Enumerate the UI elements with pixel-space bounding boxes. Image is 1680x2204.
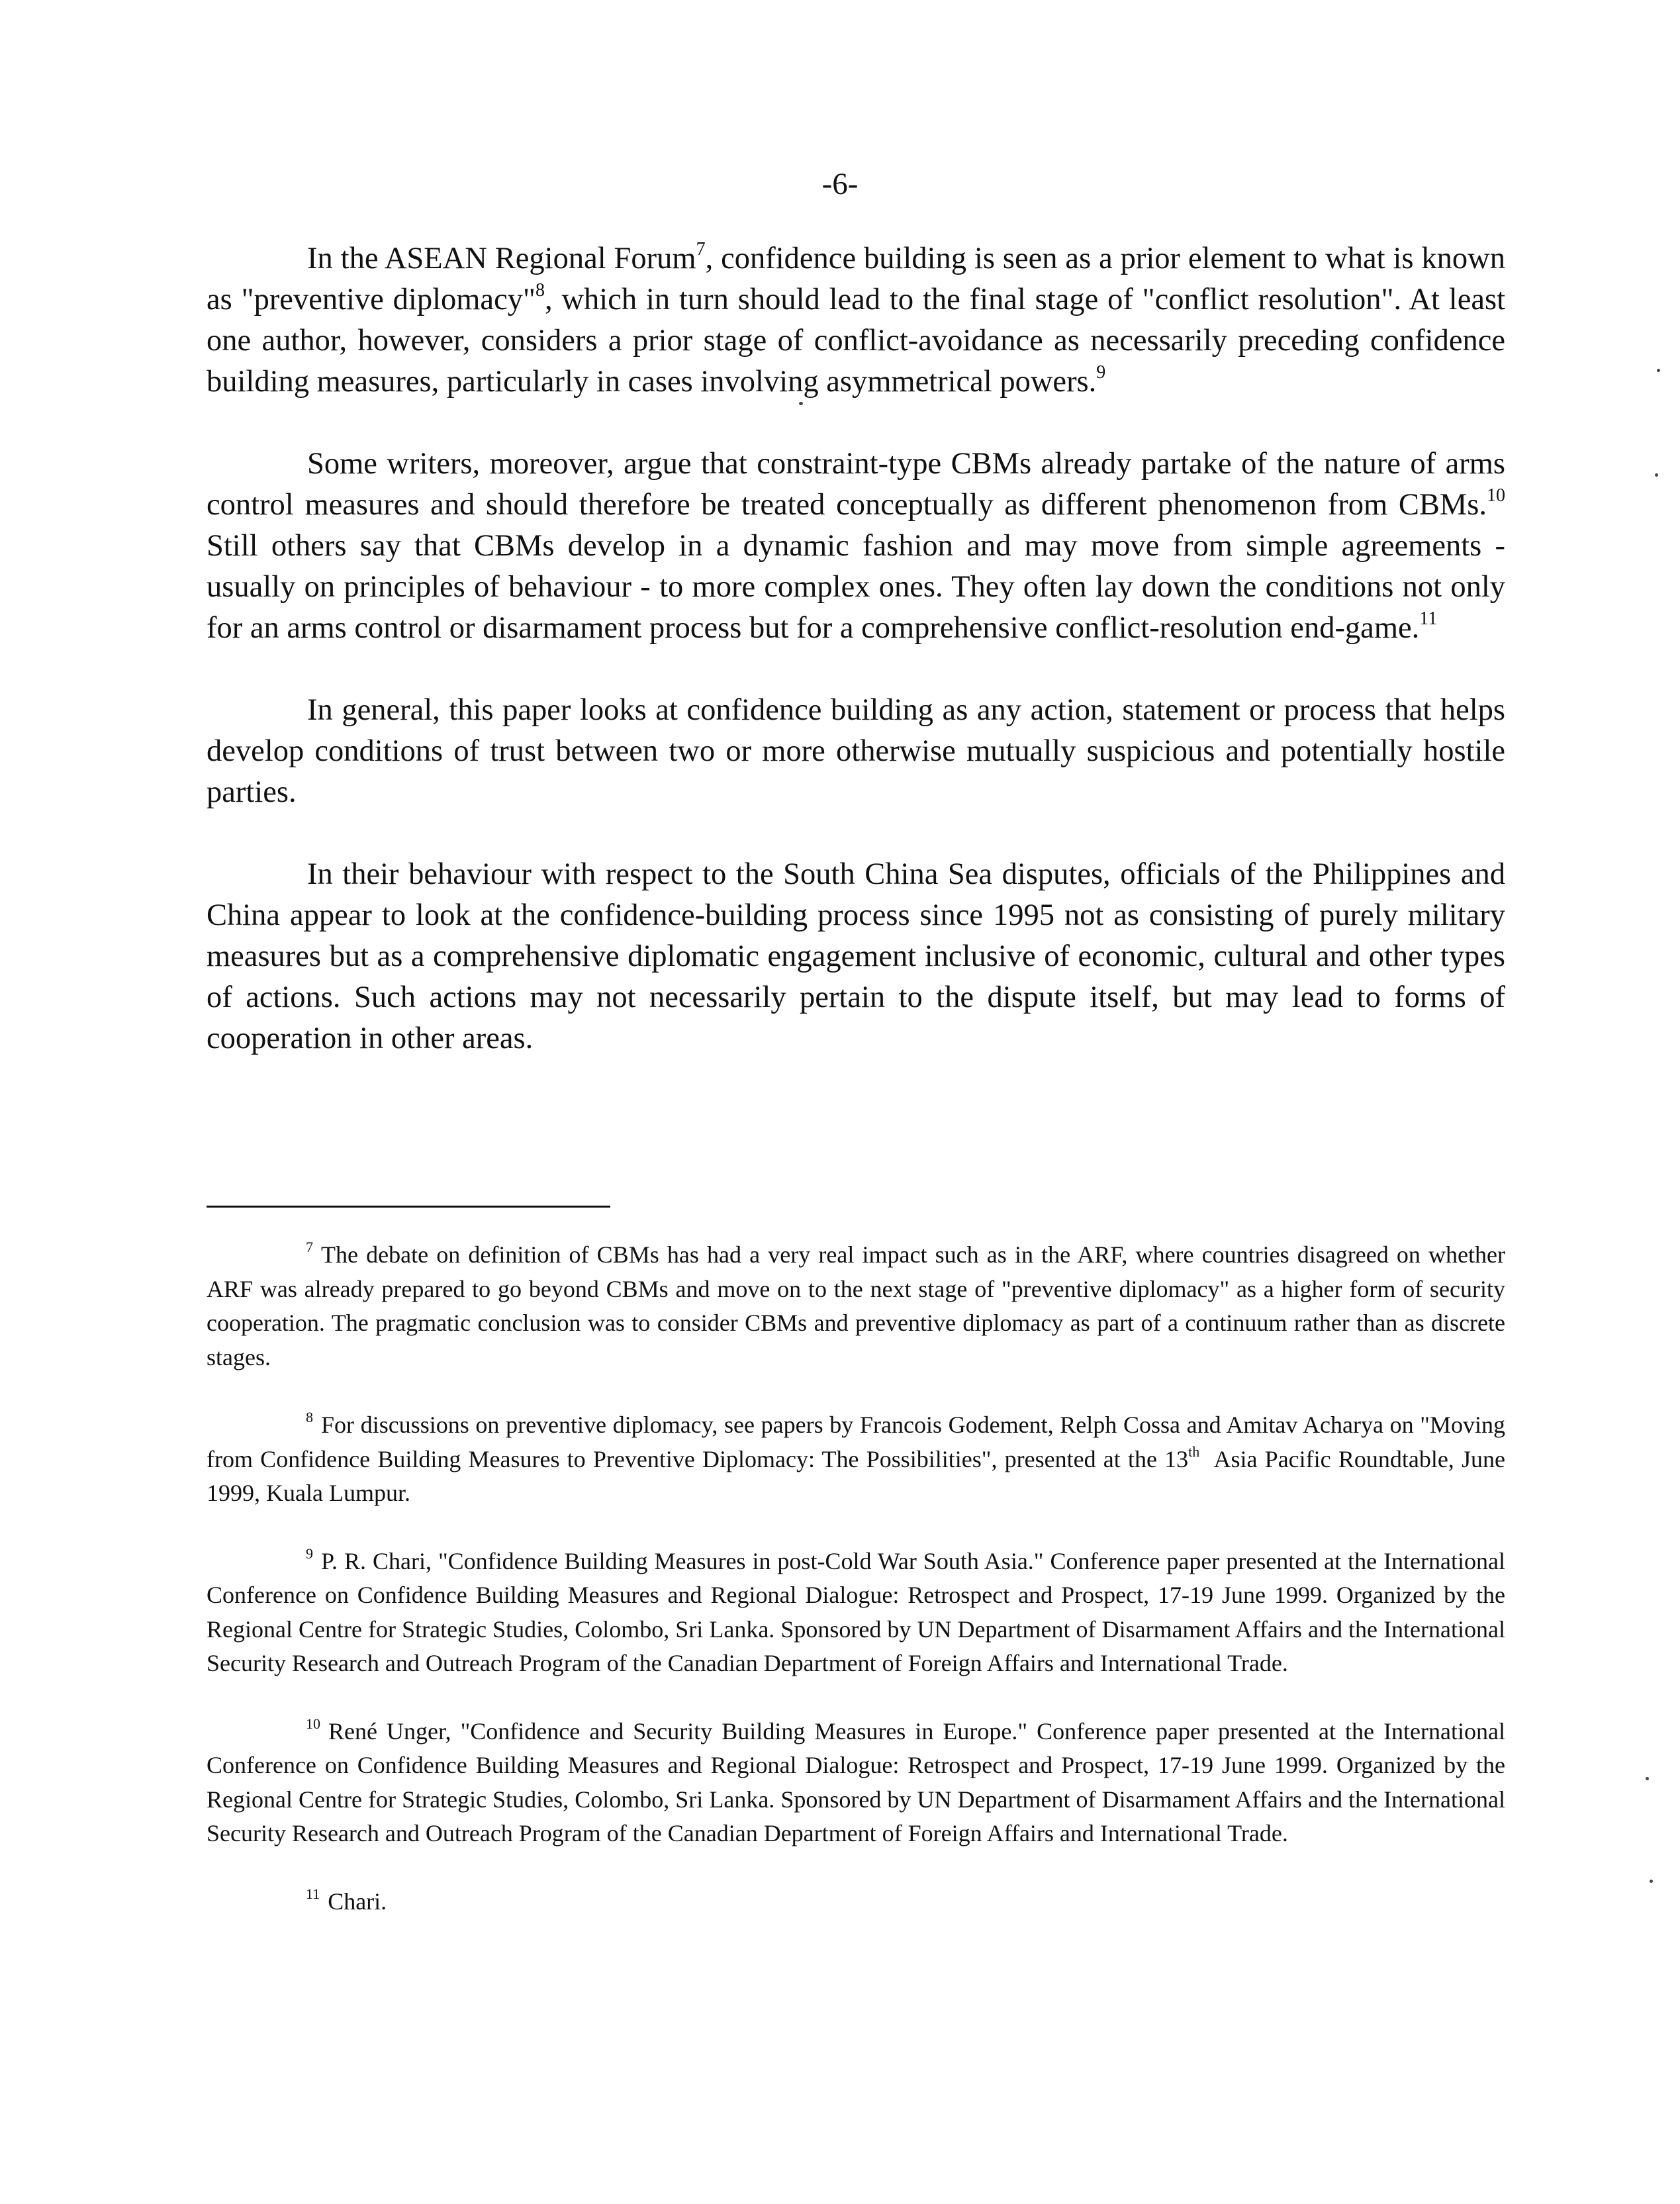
scan-speck: [1646, 1777, 1649, 1780]
footnote-7: [207, 1238, 1505, 1374]
footnote-9: [207, 1545, 1505, 1681]
footnote-11: [207, 1885, 1505, 1919]
text-run: Chari.: [328, 1888, 387, 1915]
footnotes: [207, 1238, 1505, 1952]
footnote-ref: 7: [696, 238, 706, 260]
text-run: In general, this paper looks at confidence building as any action, statement or process that helps develop conditions of trust between two or more otherwise mutually suspicious and potentially hostile parties.: [207, 693, 1505, 809]
paragraph-constraint-cbms: [207, 444, 1505, 649]
footnote-ref: 10: [306, 1715, 320, 1732]
paragraph-general-definition: [207, 690, 1505, 813]
scan-speck: [1650, 1880, 1653, 1883]
text-run: The debate on definition of CBMs has had a very real impact such as in the ARF, where countries disagreed on whether ARF was already prepared to go beyond CBMs and move on to the next stage of "preventive diplomacy" as a higher form of security cooperation. The pragmatic conclusion was to consider CBMs and preventive diplomacy as part of a continuum rather than as discrete stages.: [207, 1241, 1505, 1370]
text-run: , which in turn should lead to the final stage of "conflict resolution". At least one author, however, considers a prior stage of conflict-avoidance as necessarily preceding confidence building measures, particularly in cases involving asymmetrical powers.: [207, 283, 1505, 399]
text-run: Some writers, moreover, argue that constraint-type CBMs already partake of the nature of arms control measures and should therefore be treated conceptually as different phenomenon from CBMs.: [207, 447, 1505, 522]
text-run: P. R. Chari, "Confidence Building Measures in post-Cold War South Asia." Conference paper presented at the International Conference on Confidence Building Measures and Regional Dialogue: Retrospect and Prospect, 17-19 June 1999. Organized by the Regional Centre for Strategic Studies, Colombo, Sri Lanka. Sponsored by UN Department of Disarmament Affairs and the International Security Research and Outreach Program of the Canadian Department of Foreign Affairs and International Trade.: [207, 1547, 1505, 1676]
footnote-ref: 9: [1096, 361, 1106, 383]
footnote-ref: 11: [1419, 608, 1438, 629]
scan-speck: [799, 402, 803, 405]
footnote-ref: 10: [1487, 485, 1505, 506]
text-run: , confidence building is seen as a prior element to what is known as "preventive diplomacy": [207, 242, 1505, 316]
footnote-ref: 11: [306, 1885, 320, 1902]
footnote-8: [207, 1408, 1505, 1511]
footnote-ref: 8: [535, 279, 545, 301]
footnote-ref: 9: [306, 1545, 313, 1562]
text-run: Asia Pacific Roundtable, June 1999, Kuala Lumpur.: [207, 1445, 1505, 1506]
page-number: -6-: [821, 167, 859, 201]
footnote-10: [207, 1715, 1505, 1851]
text-run: René Unger, "Confidence and Security Building Measures in Europe." Conference paper presented at the International Conference on Confidence Building Measures and Regional Dialogue: Retrospect and Prospect, 17-19 June 1999. Organized by the Regional Centre for Strategic Studies, Colombo, Sri Lanka. Sponsored by UN Department of Disarmament Affairs and the International Security Research and Outreach Program of the Canadian Department of Foreign Affairs and International Trade.: [207, 1717, 1505, 1846]
footnote-ref: 8: [306, 1409, 313, 1425]
scan-speck: [1655, 473, 1658, 477]
text-run: In their behaviour with respect to the South China Sea disputes, officials of the Philippines and China appear to look at the confidence-building process since 1995 not as consisting of purely military measures but as a comprehensive diplomatic engagement inclusive of economic, cultural and other types of actions. Such actions may not necessarily pertain to the dispute itself, but may lead to forms of cooperation in other areas.: [207, 857, 1505, 1055]
text-run: Still others say that CBMs develop in a dynamic fashion and may move from simple agreements - usually on principles of behaviour - to more complex ones. They often lay down the conditions not only for an arms control or disarmament process but for a comprehensive conflict-resolution end-game.: [207, 529, 1505, 645]
scan-speck: [1657, 369, 1660, 372]
footnote-separator: [207, 1206, 610, 1208]
paragraph-south-china-sea: [207, 854, 1505, 1059]
footnote-ref: th: [1188, 1443, 1200, 1460]
footnote-ref: 7: [306, 1239, 313, 1255]
text-run: In the ASEAN Regional Forum: [307, 242, 696, 275]
paragraph-asean-forum: [207, 238, 1505, 403]
body-text: [207, 238, 1505, 1100]
text-run: For discussions on preventive diplomacy, see papers by Francois Godement, Relph Cossa and Amitav Acharya on "Moving from Confidence Building Measures to Preventive Diplomacy: The Possibilities", presented at the 13: [207, 1412, 1505, 1472]
